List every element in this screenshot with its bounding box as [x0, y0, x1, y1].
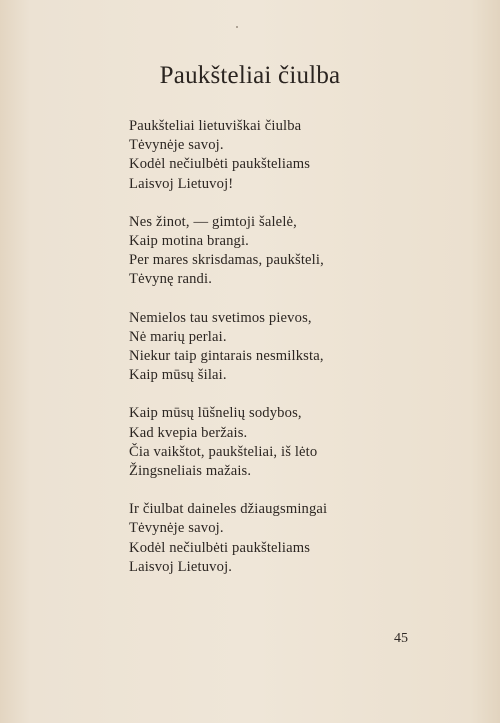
poem-line: Per mares skrisdamas, paukšteli,	[129, 252, 324, 269]
stanza-1	[129, 117, 449, 194]
stanza-2	[129, 213, 449, 290]
poem-body	[129, 117, 449, 596]
stanza-3	[129, 309, 449, 386]
poem-line: Tėvynėje savoj.	[129, 137, 224, 154]
poem-line: Tėvynėje savoj.	[129, 520, 224, 537]
poem-line: Niekur taip gintarais nesmilksta,	[129, 348, 324, 365]
poem-line: Ir čiulbat daineles džiaugsmingai	[129, 501, 328, 518]
poem-line: Kad kvepia beržais.	[129, 424, 248, 441]
page-number: 45	[394, 631, 408, 646]
poem-title: Paukšteliai čiulba	[159, 62, 341, 89]
poem-line: Laisvoj Lietuvoj.	[129, 558, 233, 575]
poem-line: Čia vaikštot, paukšteliai, iš lėto	[129, 443, 318, 460]
poem-line: Nemielos tau svetimos pievos,	[129, 309, 312, 326]
poem-line: Kodėl nečiulbėti paukšteliams	[129, 156, 311, 173]
stanza-4	[129, 404, 449, 481]
poem-line: Paukšteliai lietuviškai čiulba	[129, 118, 302, 134]
poem-line: Kaip mūsų lūšnelių sodybos,	[129, 405, 302, 422]
poem-line: Kaip motina brangi.	[129, 233, 249, 250]
poem-line: Žingsneliais mažais.	[129, 463, 252, 480]
poem-line: Nė marių perlai.	[129, 328, 227, 345]
poem-line: Laisvoj Lietuvoj!	[129, 175, 234, 192]
poem-line: Kodėl nečiulbėti paukšteliams	[129, 539, 311, 556]
poem-line: Tėvynę randi.	[129, 271, 212, 288]
stanza-5	[129, 500, 449, 577]
poem-line: Kaip mūsų šilai.	[129, 367, 227, 384]
poem-line: Nes žinot, — gimtoji šalelė,	[129, 213, 297, 230]
paper-speck	[236, 26, 238, 28]
